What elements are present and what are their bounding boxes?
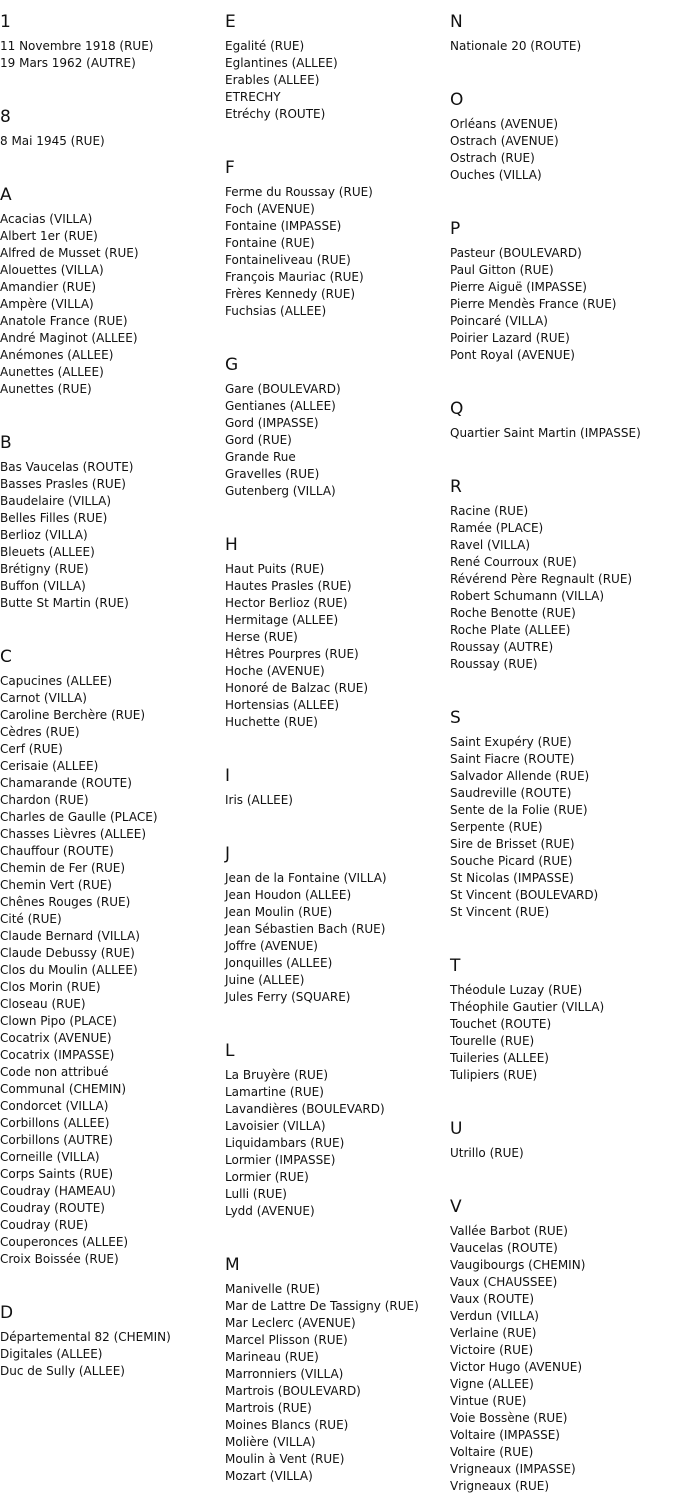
street-link[interactable]: Claude Debussy (RUE) bbox=[0, 946, 135, 960]
street-link[interactable]: Marronniers (VILLA) bbox=[225, 1367, 344, 1381]
street-link[interactable]: Jean Houdon (ALLEE) bbox=[225, 888, 352, 902]
street-link[interactable]: Coudray (ROUTE) bbox=[0, 1201, 105, 1215]
street-link[interactable]: Jean Moulin (RUE) bbox=[225, 905, 333, 919]
street-link[interactable]: Utrillo (RUE) bbox=[450, 1146, 524, 1160]
letter-heading: L bbox=[225, 1041, 235, 1061]
street-link[interactable]: Gravelles (RUE) bbox=[225, 467, 320, 481]
street-link[interactable]: Jonquilles (ALLEE) bbox=[225, 956, 333, 970]
street-link[interactable]: Ramée (PLACE) bbox=[450, 521, 544, 535]
letter-heading: G bbox=[225, 355, 239, 375]
street-list bbox=[0, 211, 225, 398]
street-link[interactable]: Clown Pipo (PLACE) bbox=[0, 1014, 117, 1028]
street-list bbox=[225, 792, 450, 809]
letter-section bbox=[450, 387, 675, 465]
street-link[interactable]: Cèdres (RUE) bbox=[0, 725, 80, 739]
letter-heading: P bbox=[450, 219, 461, 239]
street-link[interactable]: Chênes Rouges (RUE) bbox=[0, 895, 131, 909]
section-spacer bbox=[0, 1268, 225, 1291]
street-link[interactable]: Victoire (RUE) bbox=[450, 1343, 534, 1357]
street-link[interactable]: Frères Kennedy (RUE) bbox=[225, 287, 356, 301]
street-link[interactable]: Fontaine (IMPASSE) bbox=[225, 219, 342, 233]
letter-section bbox=[0, 173, 225, 421]
street-list bbox=[225, 184, 450, 320]
street-link[interactable]: Salvador Allende (RUE) bbox=[450, 769, 590, 783]
street-link[interactable]: Gord (IMPASSE) bbox=[225, 416, 319, 430]
street-link[interactable]: Roche Plate (ALLEE) bbox=[450, 623, 571, 637]
street-list bbox=[0, 459, 225, 612]
letter-heading: H bbox=[225, 535, 238, 555]
street-link[interactable]: Pierre Mendès France (RUE) bbox=[450, 297, 617, 311]
street-link[interactable]: Vaux (CHAUSSEE) bbox=[450, 1275, 558, 1289]
street-link[interactable]: Etréchy (ROUTE) bbox=[225, 107, 326, 121]
street-link[interactable]: Capucines (ALLEE) bbox=[0, 674, 113, 688]
street-link[interactable]: Roussay (AUTRE) bbox=[450, 640, 554, 654]
street-link[interactable]: Verdun (VILLA) bbox=[450, 1309, 539, 1323]
street-link[interactable]: René Courroux (RUE) bbox=[450, 555, 577, 569]
street-link[interactable]: St Nicolas (IMPASSE) bbox=[450, 871, 574, 885]
street-link[interactable]: Cité (RUE) bbox=[0, 912, 62, 926]
street-link[interactable]: Grande Rue bbox=[225, 450, 296, 464]
street-index-column-2 bbox=[225, 0, 450, 1485]
street-link[interactable]: Chauffour (ROUTE) bbox=[0, 844, 114, 858]
street-link[interactable]: Haut Puits (RUE) bbox=[225, 562, 325, 576]
street-link[interactable]: Foch (AVENUE) bbox=[225, 202, 315, 216]
section-spacer bbox=[225, 1006, 450, 1029]
letter-section bbox=[450, 207, 675, 387]
street-list bbox=[0, 1329, 225, 1380]
street-link[interactable]: Ostrach (AVENUE) bbox=[450, 134, 559, 148]
street-link[interactable]: Duc de Sully (ALLEE) bbox=[0, 1364, 125, 1378]
street-link[interactable]: Erables (ALLEE) bbox=[225, 73, 320, 87]
street-link[interactable]: Saint Exupéry (RUE) bbox=[450, 735, 572, 749]
street-link[interactable]: Carnot (VILLA) bbox=[0, 691, 87, 705]
street-link[interactable]: Chardon (RUE) bbox=[0, 793, 89, 807]
letter-section bbox=[450, 0, 675, 78]
street-list bbox=[450, 245, 675, 364]
street-link[interactable]: Poirier Lazard (RUE) bbox=[450, 331, 570, 345]
street-link[interactable]: Moulin à Vent (RUE) bbox=[225, 1452, 345, 1466]
street-link[interactable]: Hoche (AVENUE) bbox=[225, 664, 325, 678]
section-spacer bbox=[450, 184, 675, 207]
letter-section bbox=[0, 95, 225, 173]
street-link[interactable]: Saint Fiacre (ROUTE) bbox=[450, 752, 575, 766]
street-list bbox=[0, 38, 225, 72]
street-link[interactable]: Croix Boissée (RUE) bbox=[0, 1252, 119, 1266]
street-link[interactable]: Lydd (AVENUE) bbox=[225, 1204, 315, 1218]
street-link[interactable]: Bleuets (ALLEE) bbox=[0, 545, 95, 559]
street-link[interactable]: Buffon (VILLA) bbox=[0, 579, 86, 593]
street-link[interactable]: Saudreville (ROUTE) bbox=[450, 786, 572, 800]
letter-section bbox=[225, 343, 450, 523]
street-link[interactable]: Hector Berlioz (RUE) bbox=[225, 596, 348, 610]
street-link[interactable]: Victor Hugo (AVENUE) bbox=[450, 1360, 583, 1374]
street-link[interactable]: Corbillons (AUTRE) bbox=[0, 1133, 113, 1147]
street-link[interactable]: Corneille (VILLA) bbox=[0, 1150, 100, 1164]
street-link[interactable]: Butte St Martin (RUE) bbox=[0, 596, 129, 610]
street-link[interactable]: Digitales (ALLEE) bbox=[0, 1347, 103, 1361]
street-link[interactable]: Fontaineliveau (RUE) bbox=[225, 253, 351, 267]
letter-section bbox=[450, 465, 675, 696]
street-link[interactable]: Herse (RUE) bbox=[225, 630, 298, 644]
street-link[interactable]: Ferme du Roussay (RUE) bbox=[225, 185, 373, 199]
street-link[interactable]: Cocatrix (IMPASSE) bbox=[0, 1048, 115, 1062]
street-list bbox=[225, 1067, 450, 1220]
street-link[interactable]: Vaux (ROUTE) bbox=[450, 1292, 534, 1306]
street-list bbox=[225, 870, 450, 1006]
street-list bbox=[225, 1281, 450, 1485]
street-link[interactable]: Vaucelas (ROUTE) bbox=[450, 1241, 558, 1255]
street-link[interactable]: Gord (RUE) bbox=[225, 433, 292, 447]
letter-heading: J bbox=[225, 844, 231, 864]
section-spacer bbox=[225, 1220, 450, 1243]
letter-section bbox=[225, 0, 450, 146]
street-link[interactable]: Voltaire (RUE) bbox=[450, 1445, 534, 1459]
street-link[interactable]: Fontaine (RUE) bbox=[225, 236, 315, 250]
street-link[interactable]: Gentianes (ALLEE) bbox=[225, 399, 336, 413]
street-link[interactable]: Théophile Gautier (VILLA) bbox=[450, 1000, 605, 1014]
street-link[interactable]: 19 Mars 1962 (AUTRE) bbox=[0, 56, 136, 70]
street-link[interactable]: Aunettes (ALLEE) bbox=[0, 365, 104, 379]
street-link[interactable]: Closeau (RUE) bbox=[0, 997, 86, 1011]
street-link[interactable]: Baudelaire (VILLA) bbox=[0, 494, 112, 508]
street-link[interactable]: Lavoisier (VILLA) bbox=[225, 1119, 326, 1133]
street-list bbox=[225, 38, 450, 123]
section-spacer bbox=[450, 1162, 675, 1185]
street-link[interactable]: André Maginot (ALLEE) bbox=[0, 331, 138, 345]
street-list bbox=[225, 561, 450, 731]
letter-section bbox=[225, 832, 450, 1029]
letter-heading: C bbox=[0, 647, 12, 667]
street-link[interactable]: Corbillons (ALLEE) bbox=[0, 1116, 110, 1130]
street-link[interactable]: Alfred de Musset (RUE) bbox=[0, 246, 139, 260]
street-link[interactable]: Jean Sébastien Bach (RUE) bbox=[225, 922, 386, 936]
letter-heading: T bbox=[450, 956, 461, 976]
street-link[interactable]: Jules Ferry (SQUARE) bbox=[225, 990, 351, 1004]
street-link[interactable]: Belles Filles (RUE) bbox=[0, 511, 108, 525]
street-link[interactable]: Sente de la Folie (RUE) bbox=[450, 803, 588, 817]
street-link[interactable]: Egalité (RUE) bbox=[225, 39, 305, 53]
street-link[interactable]: Molière (VILLA) bbox=[225, 1435, 316, 1449]
street-link[interactable]: Gutenberg (VILLA) bbox=[225, 484, 336, 498]
section-spacer bbox=[0, 150, 225, 173]
letter-heading: E bbox=[225, 12, 236, 32]
street-link[interactable]: Robert Schumann (VILLA) bbox=[450, 589, 605, 603]
street-link[interactable]: Clos du Moulin (ALLEE) bbox=[0, 963, 138, 977]
street-list bbox=[450, 116, 675, 184]
street-link[interactable]: Poincaré (VILLA) bbox=[450, 314, 548, 328]
street-link[interactable]: Verlaine (RUE) bbox=[450, 1326, 537, 1340]
street-link[interactable]: St Vincent (BOULEVARD) bbox=[450, 888, 599, 902]
letter-section bbox=[450, 78, 675, 207]
section-spacer bbox=[225, 500, 450, 523]
street-index-column-1 bbox=[0, 0, 225, 1380]
street-link[interactable]: Amandier (RUE) bbox=[0, 280, 97, 294]
letter-heading: D bbox=[0, 1303, 14, 1323]
street-index-column-3 bbox=[450, 0, 675, 1495]
street-link[interactable]: Caroline Berchère (RUE) bbox=[0, 708, 146, 722]
street-link[interactable]: Hermitage (ALLEE) bbox=[225, 613, 339, 627]
street-link[interactable]: Code non attribué bbox=[0, 1065, 109, 1079]
street-list bbox=[450, 1145, 675, 1162]
street-link[interactable]: Vallée Barbot (RUE) bbox=[450, 1224, 568, 1238]
street-link[interactable]: Mar Leclerc (AVENUE) bbox=[225, 1316, 356, 1330]
letter-heading: 8 bbox=[0, 107, 11, 127]
letter-section bbox=[0, 421, 225, 635]
letter-section bbox=[450, 944, 675, 1107]
street-link[interactable]: Eglantines (ALLEE) bbox=[225, 56, 338, 70]
letter-heading: Q bbox=[450, 399, 464, 419]
street-link[interactable]: Lavandières (BOULEVARD) bbox=[225, 1102, 385, 1116]
letter-section bbox=[0, 1291, 225, 1380]
street-link[interactable]: Sire de Brisset (RUE) bbox=[450, 837, 575, 851]
street-link[interactable]: Communal (CHEMIN) bbox=[0, 1082, 127, 1096]
street-link[interactable]: Couperonces (ALLEE) bbox=[0, 1235, 129, 1249]
section-spacer bbox=[0, 612, 225, 635]
letter-section bbox=[0, 0, 225, 95]
letter-heading: R bbox=[450, 477, 462, 497]
street-link[interactable]: Condorcet (VILLA) bbox=[0, 1099, 109, 1113]
letter-heading: V bbox=[450, 1197, 462, 1217]
street-link[interactable]: Tulipiers (RUE) bbox=[450, 1068, 538, 1082]
street-link[interactable]: Voltaire (IMPASSE) bbox=[450, 1428, 560, 1442]
street-link[interactable]: Liquidambars (RUE) bbox=[225, 1136, 345, 1150]
street-link[interactable]: Pont Royal (AVENUE) bbox=[450, 348, 575, 362]
street-list bbox=[225, 381, 450, 500]
street-link[interactable]: Chamarande (ROUTE) bbox=[0, 776, 132, 790]
street-link[interactable]: Anatole France (RUE) bbox=[0, 314, 128, 328]
street-link[interactable]: Coudray (RUE) bbox=[0, 1218, 89, 1232]
street-link[interactable]: Acacias (VILLA) bbox=[0, 212, 93, 226]
letter-section bbox=[225, 523, 450, 754]
letter-heading: S bbox=[450, 708, 461, 728]
street-link[interactable]: Serpente (RUE) bbox=[450, 820, 543, 834]
section-spacer bbox=[225, 809, 450, 832]
street-link[interactable]: Alouettes (VILLA) bbox=[0, 263, 104, 277]
letter-heading: F bbox=[225, 158, 235, 178]
street-link[interactable]: Chemin de Fer (RUE) bbox=[0, 861, 126, 875]
street-link[interactable]: Voie Bossène (RUE) bbox=[450, 1411, 568, 1425]
section-spacer bbox=[0, 72, 225, 95]
street-link[interactable]: Hortensias (ALLEE) bbox=[225, 698, 340, 712]
street-link[interactable]: Charles de Gaulle (PLACE) bbox=[0, 810, 158, 824]
section-spacer bbox=[450, 1084, 675, 1107]
street-link[interactable]: Berlioz (VILLA) bbox=[0, 528, 88, 542]
street-link[interactable]: Racine (RUE) bbox=[450, 504, 529, 518]
letter-heading: I bbox=[225, 766, 231, 786]
street-link[interactable]: Vintue (RUE) bbox=[450, 1394, 527, 1408]
letter-section bbox=[450, 1185, 675, 1495]
street-list bbox=[0, 133, 225, 150]
street-link[interactable]: Ampère (VILLA) bbox=[0, 297, 94, 311]
letter-section bbox=[225, 146, 450, 343]
letter-section bbox=[450, 696, 675, 944]
section-spacer bbox=[450, 921, 675, 944]
street-list bbox=[450, 425, 675, 442]
letter-heading: A bbox=[0, 185, 12, 205]
street-link[interactable]: Révérend Père Regnault (RUE) bbox=[450, 572, 633, 586]
street-link[interactable]: Théodule Luzay (RUE) bbox=[450, 983, 583, 997]
street-link[interactable]: Manivelle (RUE) bbox=[225, 1282, 321, 1296]
street-link[interactable]: 8 Mai 1945 (RUE) bbox=[0, 134, 105, 148]
street-link[interactable]: Vrigneaux (RUE) bbox=[450, 1479, 550, 1493]
street-link[interactable]: Moines Blancs (RUE) bbox=[225, 1418, 349, 1432]
street-link[interactable]: Ostrach (RUE) bbox=[450, 151, 535, 165]
street-link[interactable]: Nationale 20 (ROUTE) bbox=[450, 39, 582, 53]
street-link[interactable]: Martrois (BOULEVARD) bbox=[225, 1384, 361, 1398]
section-spacer bbox=[450, 55, 675, 78]
street-link[interactable]: Joffre (AVENUE) bbox=[225, 939, 318, 953]
street-link[interactable]: Lamartine (RUE) bbox=[225, 1085, 324, 1099]
street-link[interactable]: Aunettes (RUE) bbox=[0, 382, 92, 396]
street-list bbox=[450, 1223, 675, 1495]
section-spacer bbox=[225, 731, 450, 754]
street-list bbox=[450, 734, 675, 921]
section-spacer bbox=[225, 123, 450, 146]
street-link[interactable]: Vaugibourgs (CHEMIN) bbox=[450, 1258, 586, 1272]
letter-heading: 1 bbox=[0, 12, 11, 32]
street-link[interactable]: Claude Bernard (VILLA) bbox=[0, 929, 140, 943]
street-link[interactable]: Vrigneaux (IMPASSE) bbox=[450, 1462, 576, 1476]
street-link[interactable]: Hêtres Pourpres (RUE) bbox=[225, 647, 359, 661]
street-link[interactable]: Huchette (RUE) bbox=[225, 715, 318, 729]
street-link[interactable]: Juine (ALLEE) bbox=[225, 973, 305, 987]
section-spacer bbox=[0, 398, 225, 421]
street-link[interactable]: Martrois (RUE) bbox=[225, 1401, 312, 1415]
street-link[interactable]: Ravel (VILLA) bbox=[450, 538, 531, 552]
street-link[interactable]: St Vincent (RUE) bbox=[450, 905, 550, 919]
street-link[interactable]: Iris (ALLEE) bbox=[225, 793, 293, 807]
street-link[interactable]: Quartier Saint Martin (IMPASSE) bbox=[450, 426, 641, 440]
street-link[interactable]: Tourelle (RUE) bbox=[450, 1034, 535, 1048]
street-link[interactable]: Cerisaie (ALLEE) bbox=[0, 759, 99, 773]
street-link[interactable]: ETRECHY bbox=[225, 90, 281, 104]
street-link[interactable]: 11 Novembre 1918 (RUE) bbox=[0, 39, 154, 53]
letter-heading: O bbox=[450, 90, 464, 110]
letter-heading: U bbox=[450, 1119, 463, 1139]
street-link[interactable]: Marcel Plisson (RUE) bbox=[225, 1333, 348, 1347]
street-link[interactable]: Chasses Lièvres (ALLEE) bbox=[0, 827, 147, 841]
street-list bbox=[450, 503, 675, 673]
street-link[interactable]: Départemental 82 (CHEMIN) bbox=[0, 1330, 171, 1344]
street-link[interactable]: Coudray (HAMEAU) bbox=[0, 1184, 116, 1198]
street-link[interactable]: Cocatrix (AVENUE) bbox=[0, 1031, 112, 1045]
street-list bbox=[0, 673, 225, 1268]
street-link[interactable]: Chemin Vert (RUE) bbox=[0, 878, 112, 892]
street-list bbox=[450, 982, 675, 1084]
street-link[interactable]: Lormier (IMPASSE) bbox=[225, 1153, 336, 1167]
street-link[interactable]: Mozart (VILLA) bbox=[225, 1469, 313, 1483]
letter-heading: N bbox=[450, 12, 463, 32]
street-link[interactable]: Lulli (RUE) bbox=[225, 1187, 287, 1201]
street-link[interactable]: Hautes Prasles (RUE) bbox=[225, 579, 352, 593]
letter-section bbox=[225, 1029, 450, 1243]
letter-section bbox=[225, 1243, 450, 1485]
street-link[interactable]: La Bruyère (RUE) bbox=[225, 1068, 329, 1082]
street-link[interactable]: Anémones (ALLEE) bbox=[0, 348, 114, 362]
street-link[interactable]: Roche Benotte (RUE) bbox=[450, 606, 576, 620]
section-spacer bbox=[225, 320, 450, 343]
street-link[interactable]: Souche Picard (RUE) bbox=[450, 854, 573, 868]
street-link[interactable]: Paul Gitton (RUE) bbox=[450, 263, 554, 277]
letter-heading: M bbox=[225, 1255, 240, 1275]
street-link[interactable]: Vigne (ALLEE) bbox=[450, 1377, 534, 1391]
street-link[interactable]: Orléans (AVENUE) bbox=[450, 117, 559, 131]
street-link[interactable]: François Mauriac (RUE) bbox=[225, 270, 364, 284]
street-link[interactable]: Touchet (ROUTE) bbox=[450, 1017, 552, 1031]
street-link[interactable]: Ouches (VILLA) bbox=[450, 168, 542, 182]
street-list bbox=[450, 38, 675, 55]
section-spacer bbox=[450, 442, 675, 465]
street-link[interactable]: Tuileries (ALLEE) bbox=[450, 1051, 549, 1065]
section-spacer bbox=[450, 673, 675, 696]
street-link[interactable]: Cerf (RUE) bbox=[0, 742, 63, 756]
street-link[interactable]: Marineau (RUE) bbox=[225, 1350, 319, 1364]
street-link[interactable]: Corps Saints (RUE) bbox=[0, 1167, 114, 1181]
street-link[interactable]: Lormier (RUE) bbox=[225, 1170, 309, 1184]
street-link[interactable]: Honoré de Balzac (RUE) bbox=[225, 681, 369, 695]
letter-section bbox=[0, 635, 225, 1291]
street-link[interactable]: Basses Prasles (RUE) bbox=[0, 477, 126, 491]
street-link[interactable]: Pierre Aiguë (IMPASSE) bbox=[450, 280, 587, 294]
street-link[interactable]: Pasteur (BOULEVARD) bbox=[450, 246, 582, 260]
street-link[interactable]: Albert 1er (RUE) bbox=[0, 229, 98, 243]
street-link[interactable]: Brétigny (RUE) bbox=[0, 562, 89, 576]
street-link[interactable]: Roussay (RUE) bbox=[450, 657, 538, 671]
letter-heading: B bbox=[0, 433, 12, 453]
street-link[interactable]: Bas Vaucelas (ROUTE) bbox=[0, 460, 134, 474]
letter-section bbox=[225, 754, 450, 832]
street-link[interactable]: Clos Morin (RUE) bbox=[0, 980, 101, 994]
street-link[interactable]: Mar de Lattre De Tassigny (RUE) bbox=[225, 1299, 419, 1313]
letter-section bbox=[450, 1107, 675, 1185]
street-link[interactable]: Jean de la Fontaine (VILLA) bbox=[225, 871, 387, 885]
street-link[interactable]: Gare (BOULEVARD) bbox=[225, 382, 341, 396]
section-spacer bbox=[450, 364, 675, 387]
street-link[interactable]: Fuchsias (ALLEE) bbox=[225, 304, 327, 318]
